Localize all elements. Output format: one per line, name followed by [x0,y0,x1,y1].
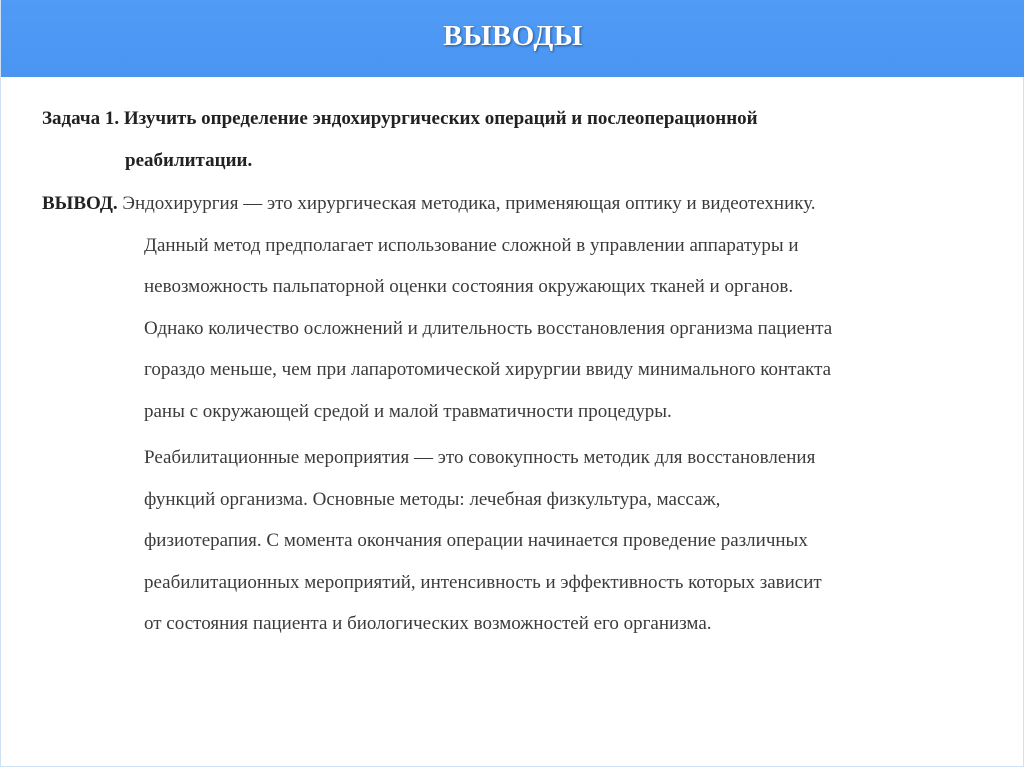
conclusion-line-2: невозможность пальпаторной оценки состояния окружающих тканей и органов. [144,276,794,297]
task-heading-line-1: Задача 1. Изучить определение эндохирургических операций и послеоперационной [42,108,758,129]
slide-title: ВЫВОДЫ [443,20,583,52]
rehab-line-5: от состояния пациента и биологических возможностей его организма. [144,613,712,634]
rehab-line-3: физиотерапия. С момента окончания операции начинается проведение различных [144,530,808,551]
task-heading-line-2: реабилитации. [125,149,253,171]
rehab-line-2: функций организма. Основные методы: лечебная физкультура, массаж, [144,488,721,510]
conclusion-first-text: Эндохирургия — это хирургическая методика, применяющая оптику и видеотехнику. [117,193,816,214]
conclusion-line-3: Однако количество осложнений и длительность восстановления организма пациента [144,317,833,339]
conclusion-label: ВЫВОД. [42,193,118,214]
rehab-line-4: реабилитационных мероприятий, интенсивность и эффективность которых зависит [144,571,822,593]
conclusion-first-line [42,183,982,225]
rehab-line-1: Реабилитационные мероприятия — это совокупность методик для восстановления [144,447,816,468]
slide-content [42,98,982,645]
conclusion-line-4: гораздо меньше, чем при лапаротомической хирургии ввиду минимального контакта [144,359,832,380]
conclusion-line-5: раны с окружающей средой и малой травматичности процедуры. [144,400,672,422]
conclusion-line-1: Данный метод предполагает использование сложной в управлении аппаратуры и [144,234,799,256]
title-bar [1,0,1024,77]
